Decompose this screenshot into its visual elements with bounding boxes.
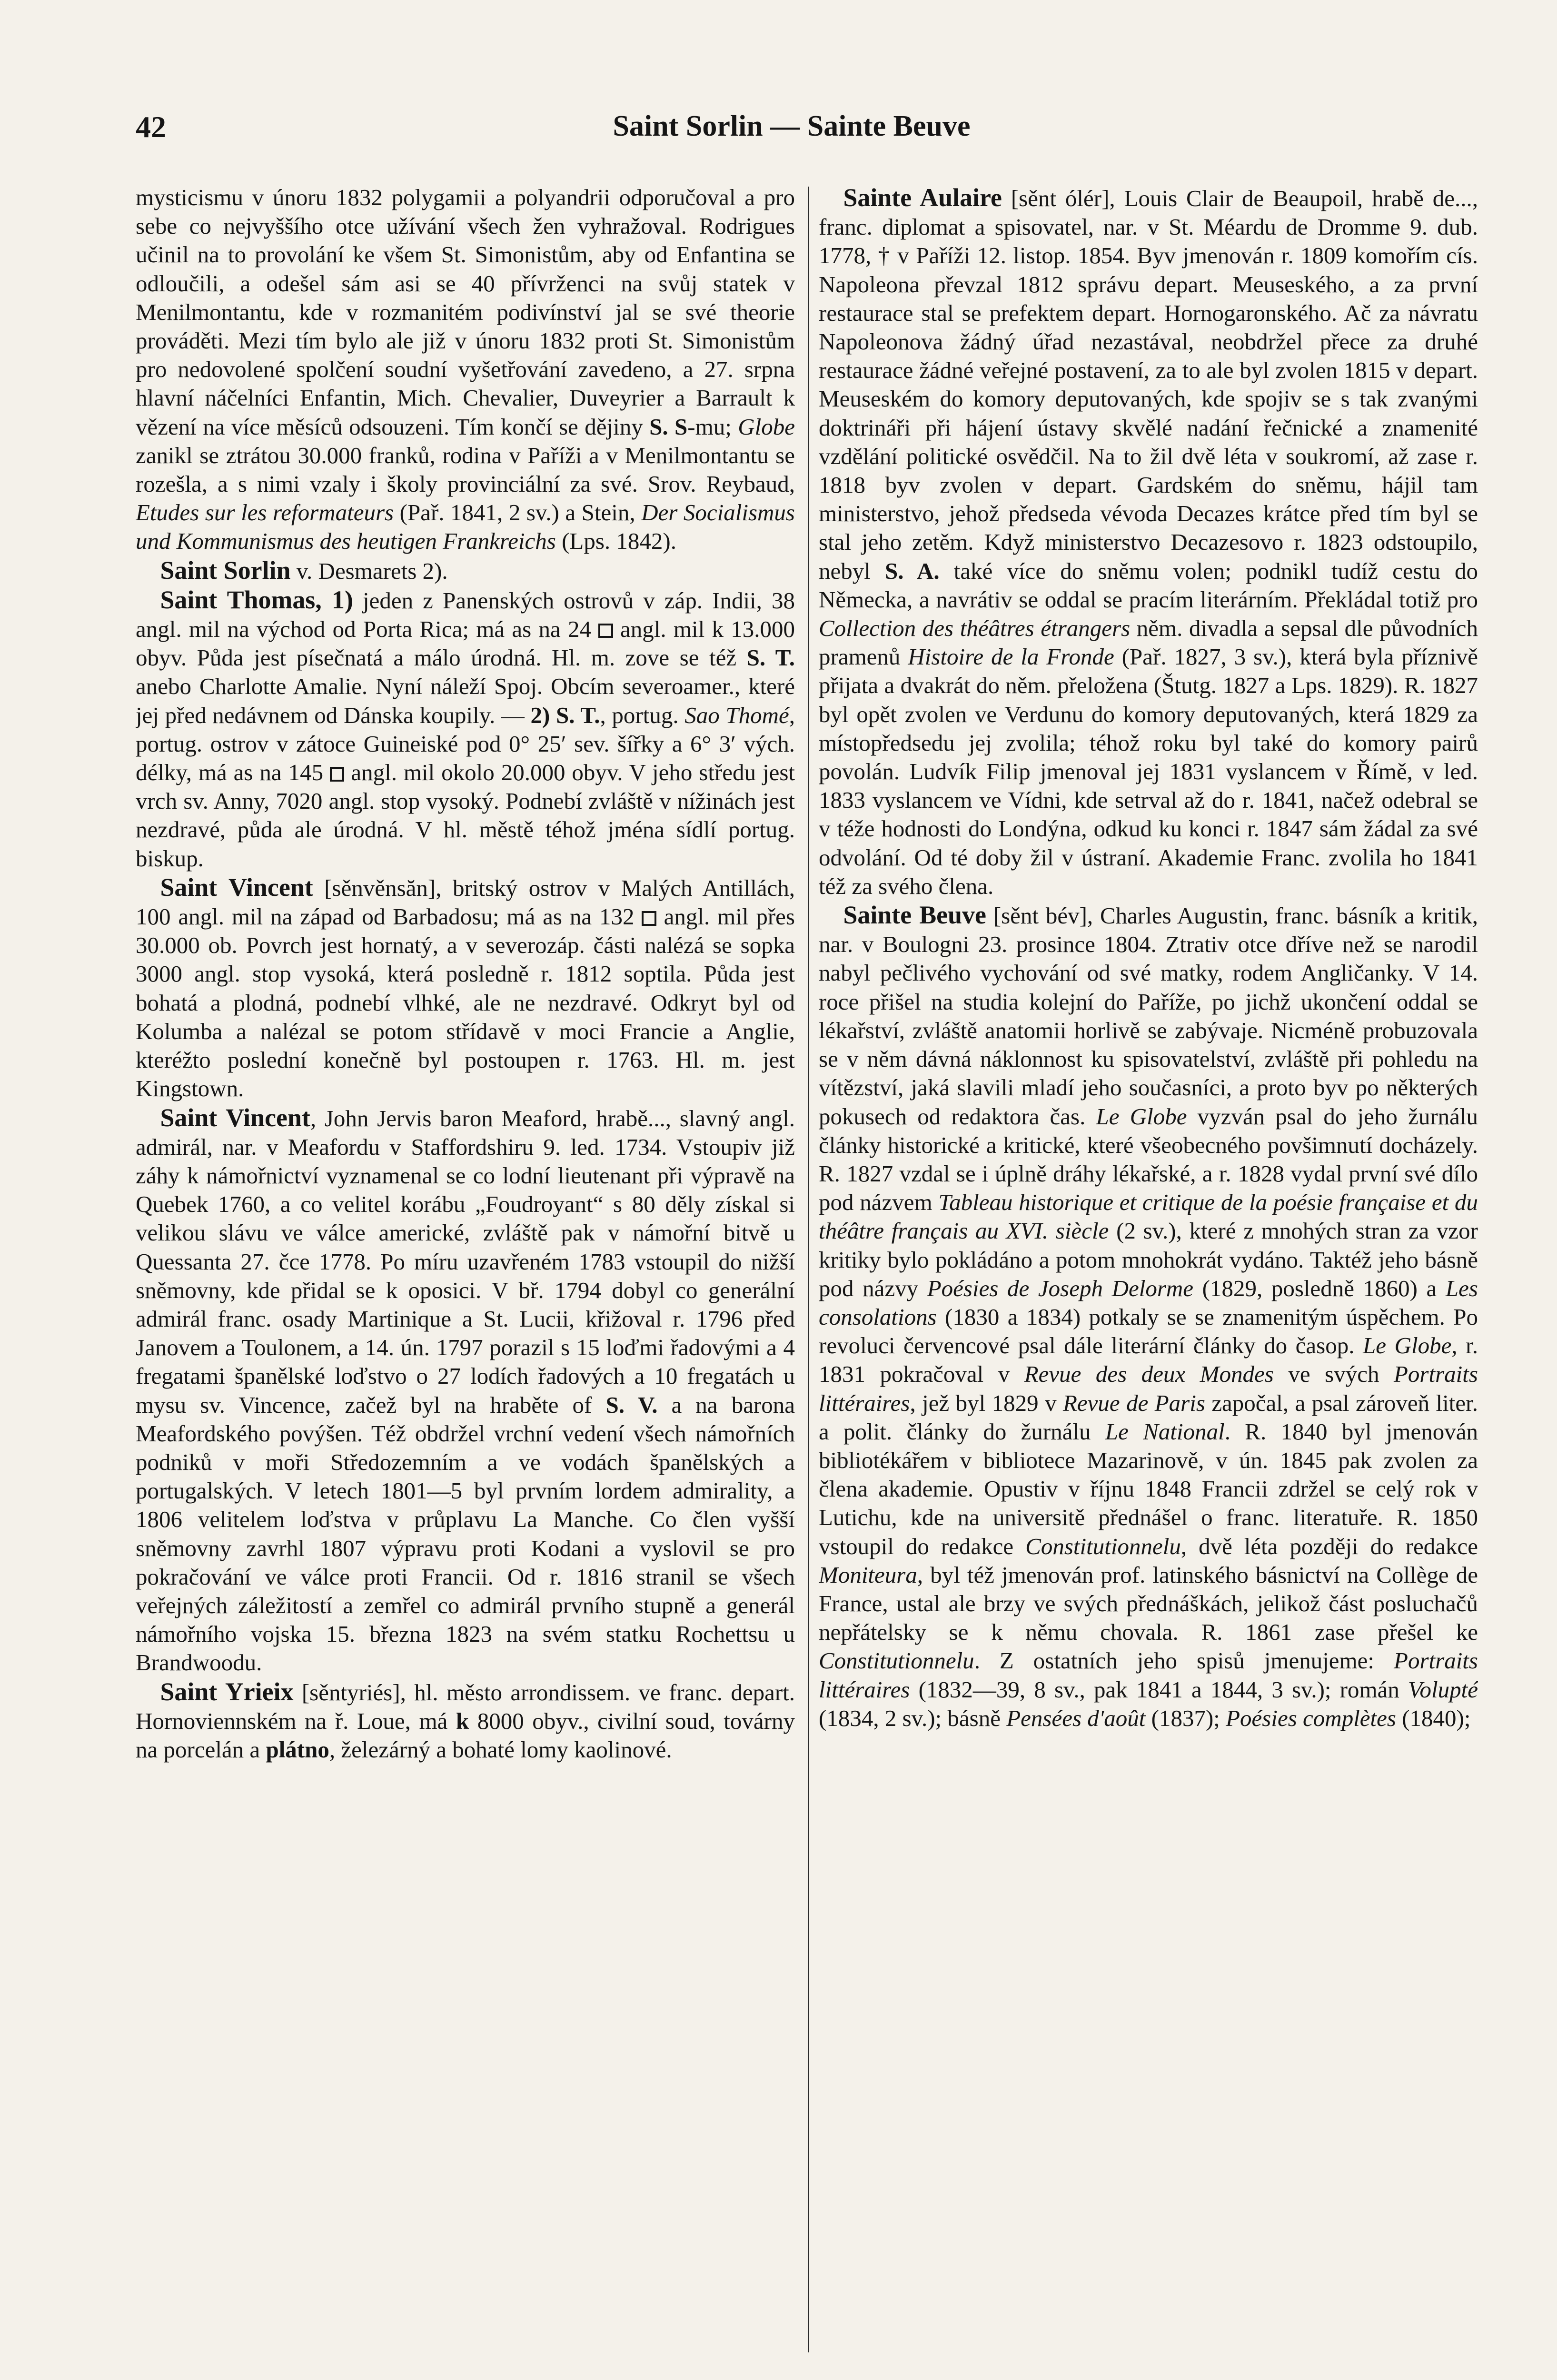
text-run: něm. divadla a sepsal dle původních pramenů <box>819 615 1478 670</box>
title-citation: Etudes sur les reformateurs <box>136 499 394 526</box>
title-citation: Le National <box>1105 1418 1225 1445</box>
text-run: 8000 obyv., civilní soud, továrny na porcelán a <box>136 1707 795 1763</box>
text-run: [sěnt ólér], Louis Clair de Beaupoil, hrabě de..., franc. diplomat a spisovatel, nar. v St. Méardu de Dromme 9. dub. 1778, † v Paříži 12. listop. 1854. Byv jmenován r. 1809 komořím cís. Napoleona převzal 1812 správu depart. Meuseského, a za první restaurace stal se prefektem depart. Hornogaronského. Ač za návratu Napoleonova žádný úřad nezastával, neobdržel přece za druhé restaurace žádné veřejné postavení, za to ale byl zvolen 1815 v depart. Meuseském do komory deputovaných, kde spojiv se s tak zvanými doktrináři při hájení ústavy skvělé nadání řečnické a znamenité vzdělání politické osvědčil. Na to žil dvě léta v soukromí, až zase r. 1818 byv zvolen v depart. Gardském do sněmu, hájil tam ministerstvo, jehož předseda vévoda Decazes krátce před tím byl se stal jeho zetěm. Když ministerstvo Decazesovo r. 1823 odstoupilo, nebyl <box>819 185 1478 584</box>
text-run: [sěnt bév], Charles Augustin, franc. básník a kritik, nar. v Boulogni 23. prosince 1804. Ztrativ otce dříve než se narodil nabyl pečlivého vychování od své matky, rodem Angličanky. V 14. roce přišel na studia kolejní do Paříže, po jichž ukončení oddal se lékařství, zvláště anatomii horlivě se zabývaje. Nicméně probuzovala se v něm dávná náklonnost ku spisovatelství, zvláště při pohledu na vítězství, jaká slavili mladí jeho současníci, a proto byv po některých pokusech od redaktora čas. <box>819 902 1478 1130</box>
text-run: , portug. <box>600 702 685 728</box>
text-run: (1840); <box>1396 1705 1471 1731</box>
left-column <box>136 183 795 2354</box>
text-run: , John Jervis baron Meaford, hrabě..., slavný angl. admirál, nar. v Meafordu v Staffordshiru 9. led. 1734. Vstoupiv již záhy k námořnictví vyznamenal se co lodní lieutenant při výpravě na Quebek 1760, a co velitel korábu „Foudroyant“ s 80 děly získal si velikou slávu ve válce americké, zvláště pak v námořní bitvě u Quessanta 27. čce 1778. Po míru uzavřeném 1783 vstoupil do nižší sněmovny, kde přidal se k oposici. V bř. 1794 dobyl co generální admirál franc. osady Martinique a St. Lucii, křižoval r. 1796 před Janovem a Toulonem, a 14. ún. 1797 porazil s 15 loďmi řadovými a 4 fregatami španělské loďstvo o 27 lodích řadových a 10 fregatách u mysu sv. Vincence, začež byl na hraběte of <box>136 1105 795 1418</box>
title-citation: Les consolations <box>819 1275 1478 1330</box>
sub-entry-number: 2) S. T. <box>530 702 600 728</box>
text-run: započal, a psal zároveň liter. a polit. články do žurnálu <box>819 1389 1478 1445</box>
entry-sainte-beuve <box>819 901 1478 1733</box>
title-citation: Revue de Paris <box>1062 1389 1205 1416</box>
text-run: (Pař. 1827, 3 sv.), která byla příznivě přijata a dvakrát do něm. přeložena (Štutg. 1827 a Lps. 1829). R. 1827 byl opět zvolen ve Verdunu do komory deputovaných, která 1829 za místopředsedu jej zvolila; téhož roku byl také do komory pairů povolán. Ludvík Filip jmenoval jej 1831 vyslancem v Římě, v led. 1833 vyslancem ve Vídni, kde setrval až do r. 1841, načež odebral se v téže hodnosti do Londýna, odkud ku konci r. 1847 sám žádal za své odvolání. Od té doby žil v ústraní. Akademie Franc. zvolila ho 1841 též za svého člena. <box>819 644 1478 899</box>
headword: Sainte Beuve <box>843 901 986 930</box>
entry-saint-vincent-admiral <box>136 1103 795 1677</box>
headword: Saint Thomas, 1) <box>160 585 353 614</box>
title-citation: Portraits littéraires <box>819 1361 1478 1416</box>
text-run: (1834, 2 sv.); básně <box>819 1705 1007 1731</box>
entry-saint-thomas <box>136 585 795 873</box>
text-run: , r. 1831 pokračoval v <box>819 1332 1478 1388</box>
text-run: také více do sněmu volen; podnikl tudíž cestu do Německa, a navrátiv se oddal se pracím literárním. Překládal totiž pro <box>819 557 1478 613</box>
text-run: (1829, posledně 1860) a <box>1193 1275 1446 1301</box>
text-run: (Pař. 1841, 2 sv.) a Stein, <box>394 499 642 526</box>
text-run: , železárný a bohaté lomy kaolinové. <box>329 1736 672 1763</box>
title-citation: Poésies complètes <box>1226 1705 1396 1731</box>
title-citation: Constitutionnelu <box>819 1647 974 1674</box>
abbreviation: S. S <box>649 413 688 440</box>
headword: Saint Sorlin <box>160 555 291 585</box>
text-run: , jež byl 1829 v <box>910 1389 1063 1416</box>
title-citation: Collection des théâtres étrangers <box>819 615 1131 642</box>
page-header <box>136 109 1448 162</box>
title-citation: Portraits littéraires <box>819 1647 1478 1703</box>
text-run: zanikl se ztrátou 30.000 franků, rodina v Paříži a v Menilmontantu se rozešla, a s nimi vzaly i školy provinciální za své. Srov. Reybaud, <box>136 442 795 497</box>
title-citation: Moniteura <box>819 1561 917 1588</box>
title-citation: Tableau historique et critique de la poésie française et du théâtre français au XVI. siècle <box>819 1189 1478 1244</box>
page-number: 42 <box>136 110 166 144</box>
text-run: -mu; <box>687 413 738 440</box>
text-run: (1837); <box>1145 1705 1226 1731</box>
abbreviation: S. V. <box>605 1391 658 1418</box>
text-run: , portug. ostrov v zátoce Guineiské pod 0° 25′ sev. šířky a 6° 3′ vých. délky, má as na 145 <box>136 702 795 786</box>
abbreviation: S. T. <box>746 645 795 671</box>
title-citation: Der Socialismus und Kommunismus des heutigen Frankreichs <box>136 499 795 555</box>
entry-saint-vincent-island <box>136 873 795 1103</box>
text-run: . R. 1840 byl jmenován bibliotékářem v bibliotece Mazarinově, v ún. 1845 pak zvolen za člena akademie. Opustiv v říjnu 1848 Francii zdržel se celý rok v Lutichu, kde na universitě přednášel o franc. literatuře. R. 1850 vstoupil do redakce <box>819 1418 1478 1559</box>
title-citation: Histoire de la Fronde <box>908 644 1114 670</box>
title-citation: Volupté <box>1408 1676 1478 1703</box>
abbreviation: S. A. <box>885 557 940 584</box>
text-run: ve svých <box>1273 1361 1394 1388</box>
text-run: angl. mil k 13.000 obyv. Půda jest písečnatá a málo úrodná. Hl. m. zove se též <box>136 616 795 671</box>
text-run: , byl též jmenován prof. latinského básnictví na Collège de France, ustal ale brzy ve svých přednáškách, jelikož část posluchačů nepřátelsky se k němu chovala. R. 1861 zase přešel ke <box>819 1561 1478 1646</box>
text-run: jeden z Panenských ostrovů v záp. Indii, 38 angl. mil na východ od Porta Rica; má as na 24 <box>136 587 795 643</box>
entry-continuation <box>136 183 795 556</box>
text-run: (1832—39, 8 sv., pak 1841 a 1844, 3 sv.); román <box>910 1676 1408 1703</box>
square-mile-symbol <box>330 767 344 781</box>
text-run: angl. mil přes 30.000 ob. Povrch jest hornatý, a v severozáp. části nalézá se sopka 3000 angl. stop vysoká, která posledně r. 1812 soptila. Půda jest bohatá a plodná, podnebí vlhké, ale ne nezdravé. Odkryt byl od Kolumba a nalézal se potom střídavě v moci Francie a Anglie, kteréžto poslední konečně byl postoupen r. 1763. Hl. m. jest Kingstown. <box>136 903 795 1102</box>
headword: Saint Yrieix <box>160 1677 294 1706</box>
title-citation: Constitutionnelu <box>1025 1533 1181 1559</box>
text-run: , dvě léta později do redakce <box>1180 1533 1478 1559</box>
column-divider <box>808 187 809 2352</box>
title-citation: Revue des deux Mondes <box>1024 1361 1274 1388</box>
title-citation: Le Globe <box>1363 1332 1452 1359</box>
headword: Saint Vincent <box>160 873 313 902</box>
text-run: . Z ostatních jeho spisů jmenujeme: <box>974 1647 1394 1674</box>
title-citation: Pensées d'août <box>1006 1705 1146 1731</box>
bold-text: plátno <box>266 1736 329 1763</box>
square-mile-symbol <box>598 624 613 638</box>
entry-sainte-aulaire <box>819 183 1478 901</box>
entry-saint-sorlin <box>136 556 795 585</box>
title-citation: Globe <box>738 413 795 440</box>
text-run: [sěnvěnsăn], britský ostrov v Malých Antillách, 100 angl. mil na západ od Barbadosu; má as na 132 <box>136 874 795 930</box>
text-run: mysticismu v únoru 1832 polygamii a polyandrii odporučoval a pro sebe co nejvyššího otce užívání všech žen vyhražoval. Rodrigues učinil na to provolání ke všem St. Simonistům, aby od Enfantina se odloučili, a odešel sám asi se 40 přívrženci na svůj statek v Menilmontantu, kde v rozmanitém podivínství jal se své theorie prováděti. Mezi tím bylo ale již v únoru 1832 proti St. Simonistům pro nedovolené spolčení soudní vyšetřování zavedeno, a 27. srpna hlavní náčelníci Enfantin, Mich. Chevalier, Duveyrier a Barrault k vězení na více měsíců odsouzeni. Tím končí se dějiny <box>136 184 795 440</box>
title-citation: Sao Thomé <box>684 702 789 728</box>
text-run: anebo Charlotte Amalie. Nyní náleží Spoj. Obcím severoamer., které jej před nedávnem od Dánska koupily. — <box>136 673 795 728</box>
running-head: Saint Sorlin — Sainte Beuve <box>613 110 971 142</box>
bold-text: k <box>456 1707 469 1734</box>
entry-saint-yrieix <box>136 1677 795 1765</box>
text-run: (1830 a 1834) potkaly se se znamenitým úspěchem. Po revoluci červencové psal dále literární články do časop. <box>819 1303 1478 1359</box>
text-run: v. Desmarets 2). <box>290 557 448 584</box>
square-mile-symbol <box>642 911 656 925</box>
text-run: angl. mil okolo 20.000 obyv. V jeho středu jest vrch sv. Anny, 7020 angl. stop vysoký. Podnebí zvláště v nížinách jest nezdravé, půda ale úrodná. V hl. městě téhož jména sídlí portug. biskup. <box>136 759 795 872</box>
text-run: [sěntyriés], hl. město arrondissem. ve franc. depart. Hornoviennském na ř. Loue, má <box>136 1679 795 1734</box>
text-run: (2 sv.), které z mnohých stran za vzor kritiky bylo pokládáno a potom mnohokrát vydáno. Taktéž jeho básně pod názvy <box>819 1218 1478 1301</box>
headword: Sainte Aulaire <box>843 183 1002 212</box>
text-run: (Lps. 1842). <box>555 528 676 555</box>
text-run: vyzván psal do jeho žurnálu články historické a kritické, které všeobecného povšimnutí docházely. R. 1827 vzdal se i úplně dráhy lékařské, a r. 1828 vydal první své dílo pod názvem <box>819 1103 1478 1216</box>
title-citation: Poésies de Joseph Delorme <box>927 1275 1194 1301</box>
title-citation: Le Globe <box>1096 1103 1187 1130</box>
right-column <box>819 183 1478 2354</box>
headword: Saint Vincent <box>160 1103 310 1132</box>
text-run: a na barona Meafordského povýšen. Též obdržel vrchní vedení všech námořních podniků v moři Středozemním a ve vodách španělských a portugalských. V letech 1801—5 byl prvním lordem admirality, a 1806 velitelem loďstva v průplavu La Manche. Co člen vyšší sněmovny zavrhl 1807 výpravu proti Kodani a vyslovil se pro pokračování ve válce proti Francii. Od r. 1816 stranil se všech veřejných záležitostí a zemřel co admirál prvního stupně a generál námořního vojska 15. března 1823 na svém statku Rochettsu u Brandwoodu. <box>136 1391 795 1676</box>
